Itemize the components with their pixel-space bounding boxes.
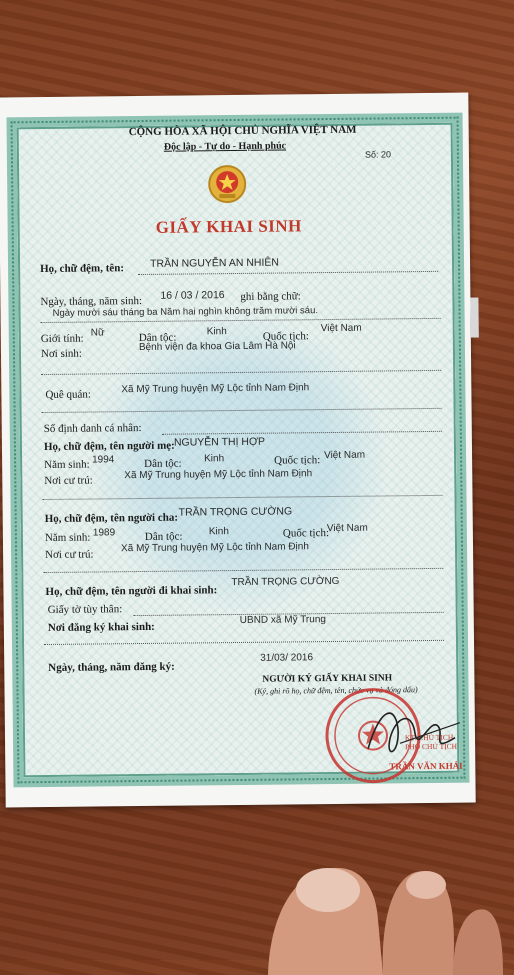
registration-place-label: Nơi đăng ký khai sinh: [47,620,155,634]
signer-name: TRẦN VĂN KHẢI [389,760,463,772]
mother-year-label: Năm sinh: [44,458,90,472]
registration-place: UBND xã Mỹ Trung [239,614,326,626]
toe-photo [258,850,503,975]
declarant-name: TRẦN TRỌNG CƯỜNG [231,575,340,589]
father-name: TRẦN TRỌNG CƯỜNG [178,505,293,519]
father-ethnic-label: Dân tộc: [144,530,183,543]
mother-nationality: Việt Nam [324,449,366,462]
declarant-label: Họ, chữ đệm, tên người đi khai sinh: [45,584,218,599]
id-document-label: Giấy tờ tùy thân: [47,603,123,616]
handwritten-signature [360,698,471,769]
child-name: TRẦN NGUYỄN AN NHIÊN [149,256,280,270]
child-birthplace: Bệnh viện đa khoa Gia Lâm Hà Nội [138,340,296,354]
document-title: GIẤY KHAI SINH [155,216,302,237]
child-gender: Nữ [90,327,105,339]
child-nationality: Việt Nam [320,322,362,335]
child-dob: 16 / 03 / 2016 [160,289,225,302]
registration-date: 31/03/ 2016 [260,652,314,664]
mother-name-label: Họ, chữ đệm, tên người mẹ: [43,439,175,454]
mother-residence: Xã Mỹ Trung huyện Mỹ Lộc tỉnh Nam Định [124,468,313,482]
mother-ethnic-label: Dân tộc: [144,457,182,470]
signer-title: NGƯỜI KÝ GIẤY KHAI SINH [262,673,393,685]
paper-edge [470,297,478,337]
signer-role: KT. CHỦ TỊCH PHÓ CHỦ TỊCH [404,732,458,752]
mother-ethnic: Kinh [204,453,225,465]
dob-label: Ngày, tháng, năm sinh: [40,294,143,309]
national-motto: Độc lập - Tự do - Hạnh phúc [163,140,287,153]
father-year: 1989 [92,527,116,539]
mother-residence-label: Nơi cư trú: [44,474,93,488]
birth-certificate [0,93,476,808]
mother-year: 1994 [92,454,115,466]
nationality-label: Quốc tịch: [262,330,310,343]
father-name-label: Họ, chữ đệm, tên người cha: [44,511,179,526]
child-dob-words: Ngày mười sáu tháng ba Năm hai nghìn không trăm mười sáu. [52,305,319,319]
hometown-label: Quê quán: [45,388,91,402]
father-ethnic: Kinh [208,526,229,538]
father-nationality-label: Quốc tịch: [282,527,330,540]
document-number: Số: 20 [364,149,391,160]
child-hometown: Xã Mỹ Trung huyện Mỹ Lộc tỉnh Nam Định [121,382,310,396]
in-words-label: ghi bằng chữ: [240,290,301,303]
child-ethnic: Kinh [206,326,227,338]
national-emblem-icon [207,163,247,205]
signer-note: (Ký, ghi rõ họ, chữ đệm, tên, chức vụ và đóng dấu) [254,685,418,696]
father-nationality: Việt Nam [326,522,368,535]
father-residence: Xã Mỹ Trung huyện Mỹ Lộc tỉnh Nam Định [120,541,309,555]
mother-nationality-label: Quốc tịch: [274,454,321,467]
gender-label: Giới tính: [40,332,84,346]
father-year-label: Năm sinh: [44,531,91,545]
father-residence-label: Nơi cư trú: [45,548,94,562]
personal-id-label: Số định danh cá nhân: [43,421,142,436]
country-name: CỘNG HÒA XÃ HỘI CHỦ NGHĨA VIỆT NAM [128,123,357,139]
registration-date-label: Ngày, tháng, năm đăng ký: [48,660,175,674]
child-name-label: Họ, chữ đệm, tên: [40,262,125,276]
ethnic-label: Dân tộc: [138,331,177,345]
birthplace-label: Nơi sinh: [40,347,83,361]
mother-name: NGUYỄN THỊ HỢP [173,435,266,449]
